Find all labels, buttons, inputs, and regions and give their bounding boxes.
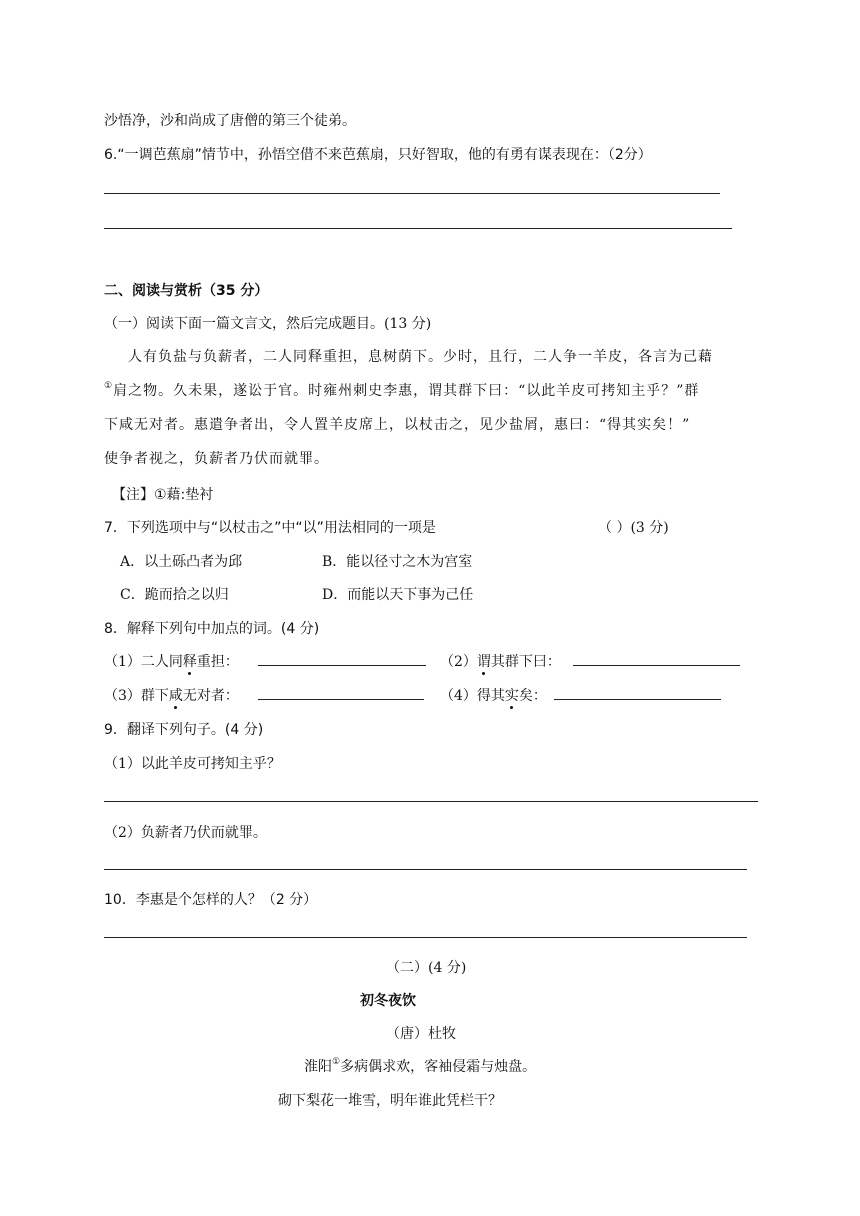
- q8-item-2-prefix: （2）: [440, 654, 477, 670]
- q8-item-4: [440, 685, 547, 705]
- passage-line-4: 使争者视之，负薪者乃伏而就罪。: [104, 451, 329, 467]
- question-10: 10．李惠是个怎样的人？（2 分）: [104, 892, 318, 908]
- q8-item-1: [104, 651, 239, 671]
- poem-line-1: [304, 1056, 536, 1076]
- dotted-word-2: 谓: [476, 654, 491, 670]
- answer-line-q10[interactable]: [104, 937, 747, 938]
- answer-line-q6-2[interactable]: [104, 228, 732, 229]
- answer-paren-q7[interactable]: （ ）(3 分): [598, 520, 669, 536]
- q9-sentence-1: （1）以此羊皮可拷知主乎？: [104, 756, 281, 772]
- q8-item-3: [104, 685, 239, 705]
- passage-line-1: 人有负盐与负薪者，二人同释重担，息树荫下。少时，且行，二人争一羊皮，各言为己藉: [128, 349, 713, 365]
- option-b[interactable]: B．能以径寸之木为宫室: [322, 554, 473, 570]
- answer-line-q8-3[interactable]: [258, 699, 424, 700]
- footnote: 【注】①藉:垫衬: [112, 487, 214, 503]
- part-2-heading: （二）(4 分): [386, 960, 467, 976]
- option-a[interactable]: A．以土砾凸者为邱: [120, 554, 243, 570]
- q8-item-2: [440, 651, 561, 671]
- q8-item-2-suffix: 其群下曰：: [490, 654, 561, 670]
- poem-line-2: 砌下梨花一堆雪，明年谁此凭栏干？: [278, 1093, 502, 1109]
- answer-line-q8-4[interactable]: [554, 699, 721, 700]
- dotted-word-1: 释: [182, 654, 197, 670]
- poem-line-1-start: 淮阳: [304, 1059, 332, 1075]
- answer-line-q8-2[interactable]: [573, 665, 740, 666]
- poem-line-1-rest: 多病偶求欢，客袖侵霜与烛盘。: [340, 1059, 537, 1075]
- q8-item-1-prefix: （1）二人同: [104, 654, 183, 670]
- dotted-word-4: 实: [504, 688, 519, 704]
- poem-title: 初冬夜饮: [360, 993, 416, 1009]
- q8-item-4-suffix: 矣：: [518, 688, 547, 704]
- q8-item-1-suffix: 重担：: [196, 654, 239, 670]
- q8-item-4-prefix: （4）得其: [440, 688, 505, 704]
- previous-answer-text: 沙悟净，沙和尚成了唐僧的第三个徒弟。: [104, 113, 356, 129]
- q9-sentence-2: （2）负薪者乃伏而就罪。: [104, 825, 267, 841]
- passage-line-2: [104, 380, 699, 400]
- question-9: 9．翻译下列句子。(4 分): [104, 722, 264, 738]
- answer-line-q6-1[interactable]: [104, 193, 720, 194]
- footnote-marker: ①: [104, 381, 114, 391]
- answer-line-q8-1[interactable]: [258, 665, 426, 666]
- passage-line-2-text: 肩之物。久未果，遂讼于官。时雍州刺史李惠，谓其群下曰：“以此羊皮可拷知主乎？”群: [113, 383, 700, 399]
- q8-item-3-prefix: （3）群下: [104, 688, 169, 704]
- section-2-heading: 二、阅读与赏析（35 分）: [104, 283, 269, 299]
- question-8: 8．解释下列句中加点的词。(4 分): [104, 621, 320, 637]
- poem-author: （唐）杜牧: [386, 1026, 456, 1042]
- option-d[interactable]: D．而能以天下事为己任: [322, 587, 474, 603]
- option-c[interactable]: C．跪而拾之以归: [120, 587, 229, 603]
- dotted-word-3: 咸: [168, 688, 183, 704]
- part-1-intro: （一）阅读下面一篇文言文，然后完成题目。(13 分): [104, 316, 432, 332]
- poem-footnote-marker: ①: [332, 1057, 341, 1067]
- question-6: 6.“一调芭蕉扇”情节中，孙悟空借不来芭蕉扇，只好智取，他的有勇有谋表现在：（2分）: [104, 147, 652, 163]
- answer-line-q9-2[interactable]: [104, 869, 747, 870]
- q8-item-3-suffix: 无对者：: [182, 688, 239, 704]
- answer-line-q9-1[interactable]: [104, 801, 758, 802]
- passage-line-3: 下咸无对者。惠遣争者出，令人置羊皮席上，以杖击之，见少盐屑，惠曰：“得其实矣！”: [104, 417, 691, 433]
- question-7: 7．下列选项中与“以杖击之”中“以”用法相同的一项是: [104, 520, 436, 536]
